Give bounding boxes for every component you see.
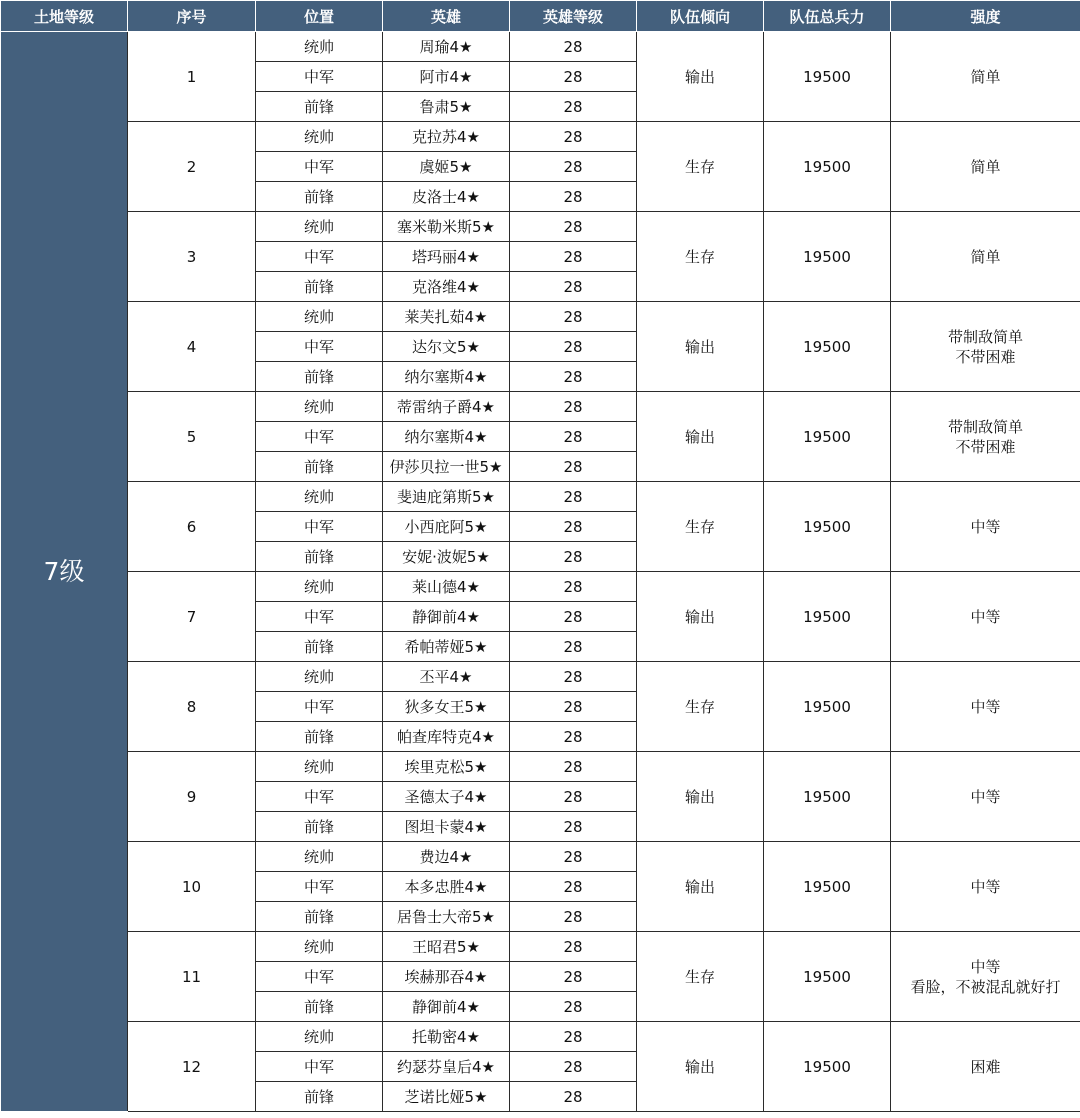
hero-cell: 埃里克松5★ <box>383 752 510 782</box>
difficulty-cell <box>891 1022 1080 1112</box>
table-row <box>1 662 1080 692</box>
header-index: 序号 <box>128 1 256 32</box>
difficulty-line: 带制敌简单 <box>947 417 1023 436</box>
position-cell: 前锋 <box>256 632 383 662</box>
header-difficulty: 强度 <box>891 1 1080 32</box>
hero-cell: 鲁肃5★ <box>383 92 510 122</box>
hero-level-cell: 28 <box>510 92 637 122</box>
position-cell: 统帅 <box>256 662 383 692</box>
team-index-cell: 3 <box>128 212 256 302</box>
position-cell: 前锋 <box>256 542 383 572</box>
difficulty-cell <box>891 842 1080 932</box>
position-cell: 中军 <box>256 242 383 272</box>
hero-level-cell: 28 <box>510 182 637 212</box>
hero-cell: 莱芙扎茹4★ <box>383 302 510 332</box>
hero-cell: 托勒密4★ <box>383 1022 510 1052</box>
team-type-cell: 生存 <box>637 212 764 302</box>
difficulty-line: 中等 <box>970 787 1001 806</box>
hero-level-cell: 28 <box>510 392 637 422</box>
hero-level-cell: 28 <box>510 1082 637 1112</box>
table-row <box>1 32 1080 62</box>
position-cell: 统帅 <box>256 122 383 152</box>
position-cell: 前锋 <box>256 722 383 752</box>
hero-level-cell: 28 <box>510 332 637 362</box>
hero-cell: 克洛维4★ <box>383 272 510 302</box>
difficulty-line: 中等 <box>970 697 1001 716</box>
hero-cell: 蒂雷纳子爵4★ <box>383 392 510 422</box>
hero-level-cell: 28 <box>510 842 637 872</box>
position-cell: 前锋 <box>256 272 383 302</box>
hero-cell: 王昭君5★ <box>383 932 510 962</box>
difficulty-line: 中等 <box>970 517 1001 536</box>
difficulty-line: 中等 <box>970 607 1001 626</box>
position-cell: 中军 <box>256 1052 383 1082</box>
hero-cell: 丕平4★ <box>383 662 510 692</box>
hero-cell: 本多忠胜4★ <box>383 872 510 902</box>
position-cell: 中军 <box>256 602 383 632</box>
team-index-cell: 9 <box>128 752 256 842</box>
hero-level-cell: 28 <box>510 482 637 512</box>
header-hero: 英雄 <box>383 1 510 32</box>
hero-level-cell: 28 <box>510 872 637 902</box>
hero-cell: 塔玛丽4★ <box>383 242 510 272</box>
difficulty-line: 简单 <box>970 67 1001 86</box>
difficulty-line: 简单 <box>970 247 1001 266</box>
difficulty-cell <box>891 572 1080 662</box>
header-hero-level: 英雄等级 <box>510 1 637 32</box>
team-index-cell: 6 <box>128 482 256 572</box>
hero-level-cell: 28 <box>510 32 637 62</box>
table-row <box>1 302 1080 332</box>
hero-cell: 图坦卡蒙4★ <box>383 812 510 842</box>
hero-cell: 埃赫那吞4★ <box>383 962 510 992</box>
difficulty-cell <box>891 392 1080 482</box>
hero-cell: 帕查库特克4★ <box>383 722 510 752</box>
difficulty-line: 不带困难 <box>955 347 1016 366</box>
header-position: 位置 <box>256 1 383 32</box>
position-cell: 中军 <box>256 62 383 92</box>
position-cell: 中军 <box>256 332 383 362</box>
table-row <box>1 122 1080 152</box>
hero-level-cell: 28 <box>510 122 637 152</box>
team-type-cell: 输出 <box>637 752 764 842</box>
team-type-cell: 输出 <box>637 32 764 122</box>
troops-cell: 19500 <box>764 482 891 572</box>
hero-level-cell: 28 <box>510 722 637 752</box>
position-cell: 统帅 <box>256 932 383 962</box>
hero-level-cell: 28 <box>510 62 637 92</box>
hero-level-cell: 28 <box>510 992 637 1022</box>
position-cell: 中军 <box>256 872 383 902</box>
troops-cell: 19500 <box>764 32 891 122</box>
team-type-cell: 输出 <box>637 392 764 482</box>
position-cell: 前锋 <box>256 182 383 212</box>
troops-cell: 19500 <box>764 842 891 932</box>
team-type-cell: 输出 <box>637 1022 764 1112</box>
hero-level-cell: 28 <box>510 512 637 542</box>
position-cell: 统帅 <box>256 752 383 782</box>
team-type-cell: 输出 <box>637 842 764 932</box>
hero-cell: 虞姬5★ <box>383 152 510 182</box>
position-cell: 中军 <box>256 422 383 452</box>
hero-cell: 希帕蒂娅5★ <box>383 632 510 662</box>
position-cell: 中军 <box>256 692 383 722</box>
hero-cell: 周瑜4★ <box>383 32 510 62</box>
hero-cell: 静御前4★ <box>383 992 510 1022</box>
team-type-cell: 输出 <box>637 302 764 392</box>
hero-level-cell: 28 <box>510 662 637 692</box>
position-cell: 中军 <box>256 512 383 542</box>
hero-cell: 静御前4★ <box>383 602 510 632</box>
position-cell: 统帅 <box>256 1022 383 1052</box>
difficulty-cell <box>891 122 1080 212</box>
position-cell: 前锋 <box>256 992 383 1022</box>
team-type-cell: 生存 <box>637 482 764 572</box>
hero-cell: 克拉苏4★ <box>383 122 510 152</box>
hero-cell: 纳尔塞斯4★ <box>383 422 510 452</box>
position-cell: 中军 <box>256 152 383 182</box>
table-row <box>1 212 1080 242</box>
hero-level-cell: 28 <box>510 632 637 662</box>
position-cell: 前锋 <box>256 902 383 932</box>
team-index-cell: 7 <box>128 572 256 662</box>
hero-cell: 皮洛士4★ <box>383 182 510 212</box>
position-cell: 统帅 <box>256 572 383 602</box>
header-row <box>1 1 1080 32</box>
position-cell: 统帅 <box>256 482 383 512</box>
difficulty-line: 简单 <box>970 157 1001 176</box>
team-index-cell: 1 <box>128 32 256 122</box>
team-index-cell: 11 <box>128 932 256 1022</box>
hero-cell: 达尔文5★ <box>383 332 510 362</box>
position-cell: 前锋 <box>256 812 383 842</box>
hero-cell: 约瑟芬皇后4★ <box>383 1052 510 1082</box>
header-troops: 队伍总兵力 <box>764 1 891 32</box>
difficulty-cell <box>891 482 1080 572</box>
team-index-cell: 5 <box>128 392 256 482</box>
table-row <box>1 752 1080 782</box>
hero-level-cell: 28 <box>510 422 637 452</box>
position-cell: 统帅 <box>256 212 383 242</box>
position-cell: 统帅 <box>256 392 383 422</box>
hero-level-cell: 28 <box>510 302 637 332</box>
difficulty-cell <box>891 212 1080 302</box>
position-cell: 前锋 <box>256 452 383 482</box>
hero-cell: 小西庇阿5★ <box>383 512 510 542</box>
table-row <box>1 842 1080 872</box>
position-cell: 统帅 <box>256 842 383 872</box>
hero-cell: 塞米勒米斯5★ <box>383 212 510 242</box>
table-row <box>1 572 1080 602</box>
hero-level-cell: 28 <box>510 542 637 572</box>
table-row <box>1 1022 1080 1052</box>
team-type-cell: 生存 <box>637 932 764 1022</box>
table-row <box>1 482 1080 512</box>
position-cell: 统帅 <box>256 302 383 332</box>
team-index-cell: 8 <box>128 662 256 752</box>
hero-level-cell: 28 <box>510 362 637 392</box>
difficulty-cell <box>891 752 1080 842</box>
position-cell: 前锋 <box>256 92 383 122</box>
header-land-level: 土地等级 <box>1 1 128 32</box>
hero-cell: 费边4★ <box>383 842 510 872</box>
difficulty-line: 困难 <box>970 1057 1001 1076</box>
hero-level-cell: 28 <box>510 152 637 182</box>
table-body <box>1 32 1080 1112</box>
difficulty-cell <box>891 32 1080 122</box>
hero-level-cell: 28 <box>510 272 637 302</box>
difficulty-line: 中等 <box>970 877 1001 896</box>
difficulty-cell <box>891 662 1080 752</box>
team-index-cell: 4 <box>128 302 256 392</box>
position-cell: 统帅 <box>256 32 383 62</box>
hero-level-cell: 28 <box>510 242 637 272</box>
hero-level-cell: 28 <box>510 932 637 962</box>
troops-cell: 19500 <box>764 212 891 302</box>
team-type-cell: 生存 <box>637 662 764 752</box>
land-level-cell: 7级 <box>1 32 128 1112</box>
troops-cell: 19500 <box>764 1022 891 1112</box>
troops-cell: 19500 <box>764 572 891 662</box>
troops-cell: 19500 <box>764 932 891 1022</box>
hero-level-cell: 28 <box>510 1022 637 1052</box>
hero-cell: 圣德太子4★ <box>383 782 510 812</box>
team-index-cell: 12 <box>128 1022 256 1112</box>
position-cell: 中军 <box>256 782 383 812</box>
hero-level-cell: 28 <box>510 902 637 932</box>
position-cell: 前锋 <box>256 362 383 392</box>
difficulty-line: 不带困难 <box>955 437 1016 456</box>
troops-cell: 19500 <box>764 662 891 752</box>
hero-level-cell: 28 <box>510 602 637 632</box>
difficulty-line: 带制敌简单 <box>947 327 1023 346</box>
hero-cell: 安妮·波妮5★ <box>383 542 510 572</box>
team-index-cell: 2 <box>128 122 256 212</box>
hero-level-cell: 28 <box>510 1052 637 1082</box>
troops-cell: 19500 <box>764 302 891 392</box>
hero-cell: 阿市4★ <box>383 62 510 92</box>
hero-level-cell: 28 <box>510 782 637 812</box>
table-row <box>1 932 1080 962</box>
hero-cell: 芝诺比娅5★ <box>383 1082 510 1112</box>
troops-cell: 19500 <box>764 392 891 482</box>
hero-cell: 莱山德4★ <box>383 572 510 602</box>
hero-level-cell: 28 <box>510 452 637 482</box>
team-index-cell: 10 <box>128 842 256 932</box>
hero-cell: 伊莎贝拉一世5★ <box>383 452 510 482</box>
table-row <box>1 392 1080 422</box>
team-type-cell: 输出 <box>637 572 764 662</box>
hero-level-cell: 28 <box>510 212 637 242</box>
hero-level-cell: 28 <box>510 752 637 782</box>
hero-cell: 纳尔塞斯4★ <box>383 362 510 392</box>
troops-cell: 19500 <box>764 122 891 212</box>
difficulty-cell <box>891 932 1080 1022</box>
hero-level-cell: 28 <box>510 572 637 602</box>
team-type-cell: 生存 <box>637 122 764 212</box>
hero-level-cell: 28 <box>510 692 637 722</box>
position-cell: 前锋 <box>256 1082 383 1112</box>
difficulty-cell <box>891 302 1080 392</box>
hero-cell: 居鲁士大帝5★ <box>383 902 510 932</box>
header-team-type: 队伍倾向 <box>637 1 764 32</box>
hero-level-cell: 28 <box>510 962 637 992</box>
troops-cell: 19500 <box>764 752 891 842</box>
hero-level-cell: 28 <box>510 812 637 842</box>
difficulty-line: 中等 <box>970 957 1001 976</box>
difficulty-line: 看脸，不被混乱就好打 <box>910 977 1061 996</box>
position-cell: 中军 <box>256 962 383 992</box>
hero-cell: 狄多女王5★ <box>383 692 510 722</box>
hero-cell: 斐迪庇第斯5★ <box>383 482 510 512</box>
